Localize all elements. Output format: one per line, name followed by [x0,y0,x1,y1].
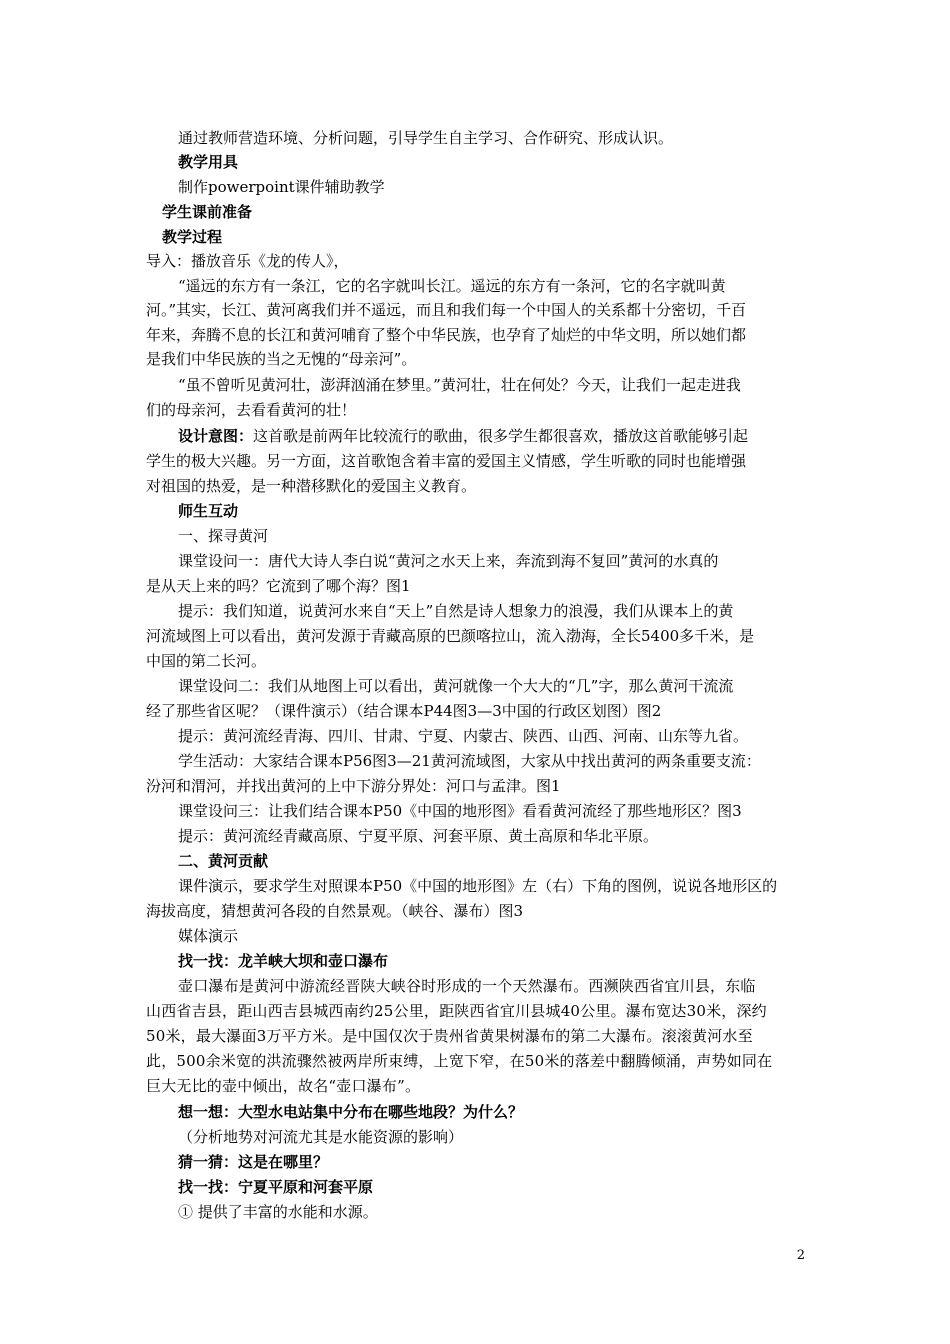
section-heading: 师生互动 [178,502,239,520]
design-intent-label: 设计意图： [178,427,254,445]
paragraph-line: 巨大无比的壶中倾出，故名“壶口瀑布”。 [146,1077,421,1095]
paragraph-line: 学生的极大兴趣。另一方面，这首歌饱含着丰富的爱国主义情感，学生听歌的同时也能增强 [146,452,747,470]
subsection-heading: 一、探寻黄河 [178,527,269,545]
paragraph-line: 此，500余米宽的洪流骤然被两岸所束缚，上宽下窄，在50米的落差中翻腾倾涌，声势如同在 [146,1052,773,1070]
page-number: 2 [796,1248,805,1263]
paragraph-line: （分析地势对河流尤其是水能资源的影响） [178,1128,464,1146]
activity-heading: 找一找：龙羊峡大坝和壶口瀑布 [178,952,389,970]
section-heading: 学生课前准备 [162,203,253,221]
paragraph-line: 经了那些省区呢？（课件演示）（结合课本P44图3—3中国的行政区划图）图2 [146,702,662,720]
paragraph-line: 课堂设问二：我们从地图上可以看出，黄河就像一个大大的“几”字，那么黄河干流流 [178,677,734,695]
paragraph-line: 年来，奔腾不息的长江和黄河哺育了整个中华民族，也孕育了灿烂的中华文明，所以她们都 [146,326,747,344]
paragraph-line: 壶口瀑布是黄河中游流经晋陕大峡谷时形成的一个天然瀑布。西濒陕西省宜川县，东临 [178,977,756,995]
paragraph-line: 制作powerpoint课件辅助教学 [178,178,385,196]
paragraph-line: 海拔高度，猜想黄河各段的自然景观。（峡谷、瀑布）图3 [146,902,524,920]
design-intent-text: 这首歌是前两年比较流行的歌曲，很多学生都很喜欢，播放这首歌能够引起 [253,427,749,445]
activity-heading: 猜一猜：这是在哪里？ [178,1153,329,1171]
paragraph-line: 学生活动：大家结合课本P56图3—21黄河流域图，大家从中找出黄河的两条重要支流： [178,752,761,770]
paragraph-line: “遥远的东方有一条江，它的名字就叫长江。遥远的东方有一条河，它的名字就叫黄 [178,277,726,295]
paragraph-line: 对祖国的热爱，是一种潜移默化的爱国主义教育。 [146,477,477,495]
paragraph-line: 课件演示，要求学生对照课本P50《中国的地形图》左（右）下角的图例，说说各地形区的 [178,877,778,895]
paragraph-line: 汾河和渭河，并找出黄河的上中下游分界处：河口与孟津。图1 [146,777,561,795]
section-heading: 教学过程 [162,228,223,246]
paragraph-line: 河。”其实，长江、黄河离我们并不遥远，而且和我们每一个中国人的关系都十分密切，千百 [146,301,747,319]
paragraph-line: 提示：黄河流经青藏高原、宁夏平原、河套平原、黄土高原和华北平原。 [178,827,659,845]
paragraph-line: 是从天上来的吗？它流到了哪个海？图1 [146,577,411,595]
paragraph-line: 是我们中华民族的当之无愧的“母亲河”。 [146,350,417,368]
paragraph-line: 提示：我们知道，说黄河水来自“天上”自然是诗人想象力的浪漫，我们从课本上的黄 [178,602,734,620]
activity-heading: 找一找：宁夏平原和河套平原 [178,1178,374,1196]
paragraph-line: 导入：播放音乐《龙的传人》， [146,252,349,270]
paragraph-line [178,424,748,449]
paragraph-line: 50米，最大瀑面3万平方米。是中国仅次于贵州省黄果树瀑布的第二大瀑布。滚滚黄河水至 [146,1027,753,1045]
paragraph-line: 中国的第二长河。 [146,652,267,670]
paragraph-line: 河流域图上可以看出，黄河发源于青藏高原的巴颜喀拉山，流入渤海，全长5400多千米，是 [146,627,755,645]
activity-heading: 想一想：大型水电站集中分布在哪些地段？为什么？ [178,1103,524,1121]
paragraph-line: “虽不曾听见黄河壮，澎湃汹涌在梦里。”黄河壮，壮在何处？今天，让我们一起走进我 [178,376,741,394]
paragraph-line: 山西省吉县，距山西吉县城西南约25公里，距陕西省宜川县城40公里。瀑布宽达30米，深约 [146,1002,767,1020]
list-item: ① 提供了丰富的水能和水源。 [178,1203,378,1221]
section-heading: 教学用具 [178,153,239,171]
paragraph-line: 媒体演示 [178,927,239,945]
paragraph-line: 课堂设问一：唐代大诗人李白说“黄河之水天上来，奔流到海不复回”黄河的水真的 [178,552,719,570]
paragraph-line: 通过教师营造环境、分析问题，引导学生自主学习、合作研究、形成认识。 [178,129,674,147]
subsection-heading: 二、黄河贡献 [178,852,269,870]
paragraph-line: 课堂设问三：让我们结合课本P50《中国的地形图》看看黄河流经了那些地形区？图3 [178,802,742,820]
paragraph-line: 们的母亲河，去看看黄河的壮！ [146,401,357,419]
paragraph-line: 提示：黄河流经青海、四川、甘肃、宁夏、内蒙古、陕西、山西、河南、山东等九省。 [178,727,749,745]
